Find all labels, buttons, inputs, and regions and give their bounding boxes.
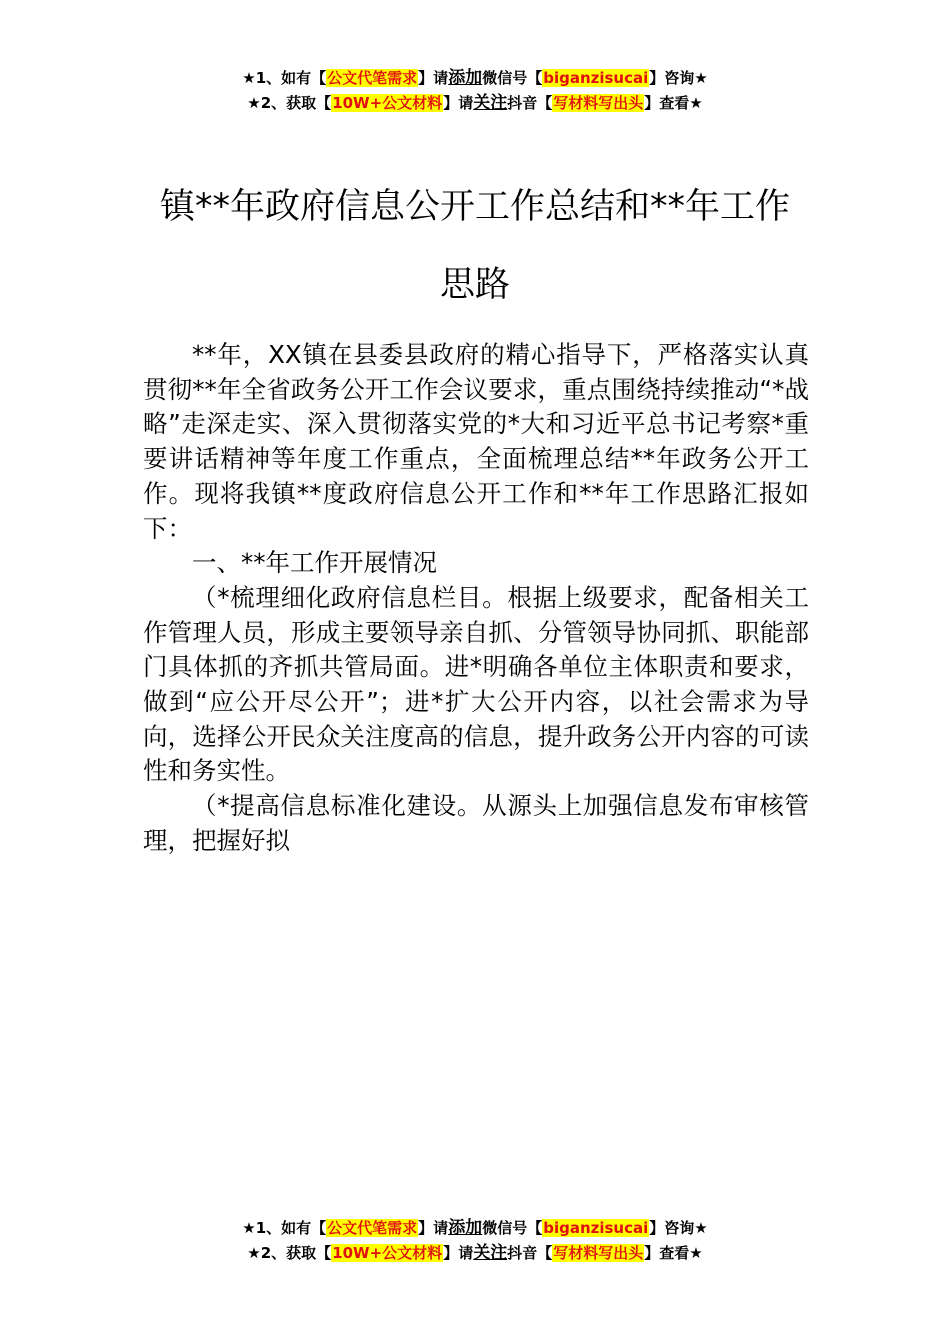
document-title (120, 168, 830, 324)
banner-text: 微信号【 (482, 1219, 543, 1237)
banner-line-1 (0, 66, 950, 91)
banner-text: 】请 (443, 94, 474, 112)
banner-text: 】查看★ (644, 94, 703, 112)
banner-highlight: 10W+公文材料 (332, 1244, 443, 1262)
banner-text: 抖音【 (507, 94, 553, 112)
banner-highlight: 公文代笔需求 (327, 1219, 418, 1237)
title-line-1: 镇**年政府信息公开工作总结和**年工作 (159, 187, 790, 227)
document-body (143, 338, 809, 859)
paragraph-item-1: （*梳理细化政府信息栏目。根据上级要求，配备相关工作管理人员，形成主要领导亲自抓、分管领导协同抓、职能部门具体抓的齐抓共管局面。进*明确各单位主体职责和要求，做到“应公开尽公开”；进*扩大公开内容，以社会需求为导向，选择公开民众关注度高的信息，提升政务公开内容的可读性和务实性。 (143, 582, 809, 786)
banner-text: 】请 (418, 69, 449, 87)
banner-line-2 (0, 1241, 950, 1266)
banner-emphasis: 添加 (448, 68, 483, 88)
banner-text: 】咨询★ (649, 69, 708, 87)
banner-text: 】请 (443, 1244, 474, 1262)
banner-text: 微信号【 (482, 69, 543, 87)
section-heading: 一、**年工作开展情况 (192, 548, 437, 578)
banner-highlight: 公文代笔需求 (327, 69, 418, 87)
title-line-2: 思路 (439, 265, 510, 305)
banner-emphasis: 添加 (448, 1218, 483, 1238)
banner-text: 】请 (418, 1219, 449, 1237)
banner-text: ★2、获取【 (247, 94, 332, 112)
banner-highlight: biganzisucai (543, 69, 649, 87)
banner-text: ★1、如有【 (242, 1219, 327, 1237)
banner-highlight: 写材料写出头 (553, 1244, 644, 1262)
banner-text: 抖音【 (507, 1244, 553, 1262)
paragraph-intro: **年，XX镇在县委县政府的精心指导下，严格落实认真贯彻**年全省政务公开工作会议要求，重点围绕持续推动“*战略”走深走实、深入贯彻落实党的*大和习近平总书记考察*重要讲话精神等年度工作重点，全面梳理总结**年政务公开工作。现将我镇**度政府信息公开工作和**年工作思路汇报如下： (143, 340, 809, 543)
banner-text: ★1、如有【 (242, 69, 327, 87)
banner-emphasis: 关注 (473, 1243, 508, 1263)
banner-text: 】咨询★ (649, 1219, 708, 1237)
banner-line-2 (0, 91, 950, 116)
banner-emphasis: 关注 (473, 93, 508, 113)
top-banner (0, 66, 950, 116)
banner-highlight: 10W+公文材料 (332, 94, 443, 112)
banner-highlight: 写材料写出头 (553, 94, 644, 112)
paragraph-item-2: （*提高信息标准化建设。从源头上加强信息发布审核管理，把握好拟 (143, 791, 809, 855)
banner-text: 】查看★ (644, 1244, 703, 1262)
banner-highlight: biganzisucai (543, 1219, 649, 1237)
banner-line-1 (0, 1216, 950, 1241)
banner-text: ★2、获取【 (247, 1244, 332, 1262)
bottom-banner (0, 1216, 950, 1266)
